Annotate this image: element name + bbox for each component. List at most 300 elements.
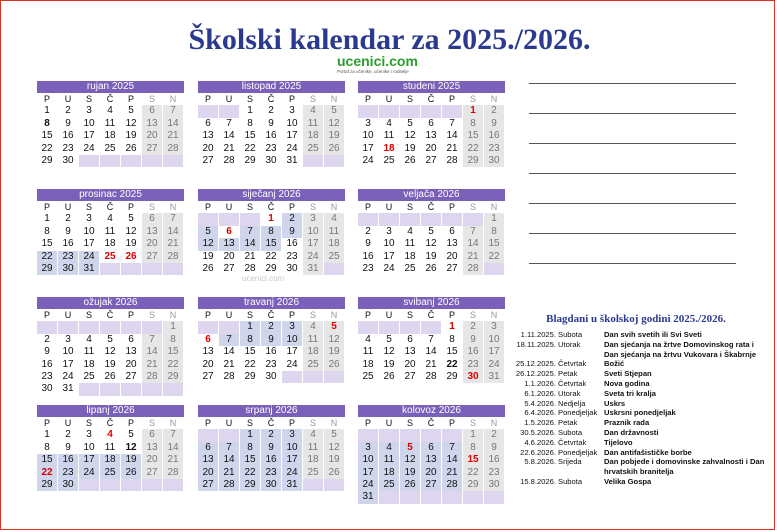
day-cell: 7 bbox=[442, 118, 463, 130]
weekday-header: N bbox=[163, 93, 184, 105]
day-cell: 7 bbox=[142, 334, 163, 346]
month-title: travanj 2026 bbox=[198, 297, 345, 309]
weekday-header: Č bbox=[261, 93, 282, 105]
day-cell: 30 bbox=[484, 479, 505, 491]
day-cell: 24 bbox=[379, 263, 400, 275]
day-cell: 27 bbox=[198, 479, 219, 491]
weekday-header: Č bbox=[261, 309, 282, 321]
weekday-header: S bbox=[463, 201, 484, 213]
day-cell: 5 bbox=[400, 442, 421, 454]
day-cell: 28 bbox=[442, 155, 463, 167]
day-cell: 14 bbox=[163, 118, 184, 130]
day-cell: 31 bbox=[484, 371, 505, 383]
day-cell: 30 bbox=[463, 371, 484, 383]
day-cell: 20 bbox=[421, 143, 442, 155]
weekday-header: S bbox=[463, 309, 484, 321]
weekday-header: S bbox=[303, 309, 324, 321]
day-cell: 9 bbox=[463, 334, 484, 346]
day-cell: 5 bbox=[324, 105, 345, 117]
day-cell: 13 bbox=[421, 130, 442, 142]
weekday-header: U bbox=[379, 201, 400, 213]
day-cell: 4 bbox=[303, 429, 324, 441]
day-cell: 4 bbox=[79, 334, 100, 346]
day-cell: 10 bbox=[58, 346, 79, 358]
day-cell: 21 bbox=[421, 359, 442, 371]
empty-cell bbox=[79, 321, 100, 333]
day-cell: 2 bbox=[58, 429, 79, 441]
day-cell: 25 bbox=[100, 143, 121, 155]
day-cell: 29 bbox=[240, 155, 261, 167]
day-cell: 24 bbox=[303, 251, 324, 263]
month-title: lipanj 2026 bbox=[37, 405, 184, 417]
day-cell: 26 bbox=[400, 479, 421, 491]
month-title: srpanj 2026 bbox=[198, 405, 345, 417]
empty-cell bbox=[240, 213, 261, 225]
empty-cell bbox=[58, 321, 79, 333]
weekday-header: Č bbox=[100, 93, 121, 105]
day-cell: 7 bbox=[219, 442, 240, 454]
month-calendar bbox=[37, 297, 184, 396]
day-cell: 2 bbox=[358, 226, 379, 238]
day-cell: 3 bbox=[358, 118, 379, 130]
day-cell: 4 bbox=[100, 429, 121, 441]
day-cell: 26 bbox=[324, 359, 345, 371]
empty-cell bbox=[442, 105, 463, 117]
day-cell: 6 bbox=[400, 334, 421, 346]
day-cell: 18 bbox=[400, 251, 421, 263]
weekday-header: S bbox=[79, 309, 100, 321]
holiday-row bbox=[507, 418, 769, 428]
empty-cell bbox=[142, 479, 163, 491]
day-cell: 4 bbox=[379, 118, 400, 130]
holiday-name: Uskrsni ponedjeljak bbox=[604, 408, 676, 418]
day-cell: 30 bbox=[58, 263, 79, 275]
day-cell: 16 bbox=[58, 130, 79, 142]
weekday-header: P bbox=[37, 201, 58, 213]
holiday-date: 26.12.2025. bbox=[515, 369, 556, 379]
holiday-date: 6.1.2026. bbox=[524, 388, 556, 398]
month-calendar bbox=[198, 297, 345, 383]
weekday-header: U bbox=[219, 309, 240, 321]
day-cell: 23 bbox=[261, 359, 282, 371]
day-cell: 19 bbox=[121, 238, 142, 250]
day-cell: 14 bbox=[442, 454, 463, 466]
weekday-header: P bbox=[442, 417, 463, 429]
day-cell: 20 bbox=[198, 467, 219, 479]
weekday-header: P bbox=[198, 201, 219, 213]
day-cell: 30 bbox=[261, 155, 282, 167]
day-cell: 24 bbox=[484, 359, 505, 371]
day-cell: 25 bbox=[303, 359, 324, 371]
empty-cell bbox=[79, 155, 100, 167]
day-cell: 17 bbox=[282, 346, 303, 358]
day-cell: 19 bbox=[421, 251, 442, 263]
day-cell: 21 bbox=[219, 143, 240, 155]
weekday-header: Č bbox=[421, 417, 442, 429]
day-cell: 29 bbox=[240, 371, 261, 383]
day-cell: 19 bbox=[121, 454, 142, 466]
day-cell: 19 bbox=[324, 130, 345, 142]
weekday-header: P bbox=[198, 93, 219, 105]
day-cell: 20 bbox=[198, 143, 219, 155]
weekday-header: U bbox=[58, 417, 79, 429]
weekday-header: P bbox=[37, 417, 58, 429]
day-cell: 13 bbox=[400, 346, 421, 358]
day-cell: 2 bbox=[282, 213, 303, 225]
empty-cell bbox=[324, 263, 345, 275]
day-cell: 12 bbox=[121, 118, 142, 130]
day-cell: 21 bbox=[240, 251, 261, 263]
day-cell: 10 bbox=[379, 238, 400, 250]
day-cell: 12 bbox=[121, 442, 142, 454]
empty-cell bbox=[219, 105, 240, 117]
day-cell: 23 bbox=[261, 467, 282, 479]
day-cell: 8 bbox=[463, 442, 484, 454]
day-cell: 27 bbox=[121, 371, 142, 383]
day-cell: 15 bbox=[37, 454, 58, 466]
day-cell: 21 bbox=[219, 467, 240, 479]
day-cell: 20 bbox=[421, 467, 442, 479]
weekday-header: P bbox=[442, 309, 463, 321]
day-cell: 22 bbox=[37, 143, 58, 155]
day-cell: 12 bbox=[379, 346, 400, 358]
empty-cell bbox=[421, 213, 442, 225]
day-cell: 23 bbox=[463, 359, 484, 371]
day-cell: 22 bbox=[463, 143, 484, 155]
day-cell: 11 bbox=[100, 118, 121, 130]
empty-cell bbox=[484, 263, 505, 275]
day-cell: 9 bbox=[484, 442, 505, 454]
holiday-name: Dan antifašističke borbe bbox=[604, 447, 692, 457]
weekday-header: P bbox=[442, 93, 463, 105]
day-cell: 7 bbox=[163, 105, 184, 117]
weekday-header: P bbox=[198, 309, 219, 321]
weekday-header: S bbox=[240, 201, 261, 213]
day-cell: 28 bbox=[219, 155, 240, 167]
day-cell: 14 bbox=[463, 238, 484, 250]
month-calendar bbox=[198, 189, 345, 275]
day-cell: 12 bbox=[121, 226, 142, 238]
empty-cell bbox=[442, 429, 463, 441]
day-cell: 21 bbox=[163, 238, 184, 250]
empty-cell bbox=[100, 479, 121, 491]
day-cell: 11 bbox=[100, 226, 121, 238]
day-cell: 13 bbox=[219, 238, 240, 250]
empty-cell bbox=[324, 155, 345, 167]
weekday-header: S bbox=[240, 417, 261, 429]
day-cell: 6 bbox=[421, 442, 442, 454]
empty-cell bbox=[358, 105, 379, 117]
weekday-header: S bbox=[463, 93, 484, 105]
holiday-date: 4.6.2026. bbox=[524, 437, 556, 447]
day-cell: 28 bbox=[219, 479, 240, 491]
day-cell: 29 bbox=[463, 479, 484, 491]
day-cell: 26 bbox=[379, 371, 400, 383]
day-cell: 9 bbox=[282, 226, 303, 238]
day-cell: 9 bbox=[261, 334, 282, 346]
empty-cell bbox=[142, 155, 163, 167]
day-cell: 4 bbox=[324, 213, 345, 225]
holiday-date: 5.8.2026. bbox=[524, 457, 556, 467]
weekday-header: S bbox=[400, 201, 421, 213]
holiday-weekday: Ponedjeljak bbox=[558, 408, 598, 418]
holiday-row bbox=[507, 477, 769, 487]
holiday-weekday: Subota bbox=[558, 427, 583, 437]
day-cell: 13 bbox=[142, 442, 163, 454]
day-cell: 21 bbox=[163, 454, 184, 466]
day-cell: 2 bbox=[58, 213, 79, 225]
day-cell: 14 bbox=[219, 454, 240, 466]
day-cell: 22 bbox=[463, 467, 484, 479]
day-cell: 15 bbox=[163, 346, 184, 358]
day-cell: 12 bbox=[100, 346, 121, 358]
day-cell: 9 bbox=[261, 442, 282, 454]
day-cell: 10 bbox=[79, 118, 100, 130]
day-cell: 15 bbox=[240, 454, 261, 466]
empty-cell bbox=[121, 263, 142, 275]
day-cell: 26 bbox=[121, 143, 142, 155]
holiday-name: Velika Gospa bbox=[604, 476, 652, 486]
empty-cell bbox=[421, 491, 442, 503]
day-cell: 9 bbox=[484, 118, 505, 130]
day-cell: 27 bbox=[198, 155, 219, 167]
day-cell: 21 bbox=[163, 130, 184, 142]
holiday-name: Božić bbox=[604, 359, 625, 369]
weekday-header: U bbox=[219, 93, 240, 105]
holiday-date: 1.1.2026. bbox=[524, 378, 556, 388]
day-cell: 24 bbox=[358, 155, 379, 167]
empty-cell bbox=[198, 105, 219, 117]
holiday-date: 30.5.2026. bbox=[520, 427, 556, 437]
weekday-header: S bbox=[303, 417, 324, 429]
holiday-row bbox=[507, 379, 769, 389]
day-cell: 18 bbox=[79, 359, 100, 371]
day-cell: 21 bbox=[219, 359, 240, 371]
day-cell: 19 bbox=[324, 454, 345, 466]
weekday-header: P bbox=[121, 201, 142, 213]
day-cell: 16 bbox=[282, 238, 303, 250]
day-cell: 3 bbox=[79, 429, 100, 441]
day-cell: 5 bbox=[400, 118, 421, 130]
day-cell: 22 bbox=[484, 251, 505, 263]
weekday-header: S bbox=[400, 93, 421, 105]
month-title: studeni 2025 bbox=[358, 81, 505, 93]
day-cell: 13 bbox=[442, 238, 463, 250]
empty-cell bbox=[142, 383, 163, 395]
day-cell: 12 bbox=[324, 334, 345, 346]
day-cell: 16 bbox=[358, 251, 379, 263]
day-cell: 29 bbox=[463, 155, 484, 167]
day-cell: 9 bbox=[58, 118, 79, 130]
day-cell: 15 bbox=[37, 238, 58, 250]
day-cell: 31 bbox=[58, 383, 79, 395]
day-cell: 11 bbox=[379, 130, 400, 142]
day-cell: 23 bbox=[484, 467, 505, 479]
day-cell: 26 bbox=[100, 371, 121, 383]
day-cell: 14 bbox=[219, 130, 240, 142]
empty-cell bbox=[219, 429, 240, 441]
day-cell: 6 bbox=[121, 334, 142, 346]
day-cell: 28 bbox=[442, 479, 463, 491]
month-calendar bbox=[358, 405, 505, 504]
day-cell: 2 bbox=[37, 334, 58, 346]
day-cell: 22 bbox=[37, 251, 58, 263]
empty-cell bbox=[79, 383, 100, 395]
day-cell: 30 bbox=[37, 383, 58, 395]
day-cell: 4 bbox=[400, 226, 421, 238]
day-cell: 31 bbox=[358, 491, 379, 503]
day-cell: 27 bbox=[219, 263, 240, 275]
day-cell: 27 bbox=[198, 371, 219, 383]
empty-cell bbox=[442, 491, 463, 503]
empty-cell bbox=[400, 429, 421, 441]
day-cell: 10 bbox=[282, 334, 303, 346]
weekday-header: P bbox=[121, 309, 142, 321]
holiday-weekday: Subota bbox=[558, 476, 583, 486]
day-cell: 3 bbox=[79, 105, 100, 117]
day-cell: 3 bbox=[358, 442, 379, 454]
day-cell: 1 bbox=[240, 321, 261, 333]
month-calendar bbox=[358, 81, 505, 167]
day-cell: 28 bbox=[219, 371, 240, 383]
day-cell: 2 bbox=[58, 105, 79, 117]
day-cell: 31 bbox=[282, 155, 303, 167]
day-cell: 25 bbox=[324, 251, 345, 263]
day-cell: 25 bbox=[79, 371, 100, 383]
day-cell: 20 bbox=[400, 359, 421, 371]
day-cell: 15 bbox=[261, 238, 282, 250]
day-cell: 6 bbox=[421, 118, 442, 130]
day-cell: 31 bbox=[282, 479, 303, 491]
empty-cell bbox=[379, 105, 400, 117]
holiday-row bbox=[507, 359, 769, 369]
empty-cell bbox=[121, 479, 142, 491]
weekday-header: P bbox=[358, 417, 379, 429]
watermark: ucenici.com bbox=[242, 274, 285, 283]
day-cell: 10 bbox=[358, 130, 379, 142]
month-title: ožujak 2026 bbox=[37, 297, 184, 309]
note-line bbox=[529, 83, 736, 84]
day-cell: 13 bbox=[198, 346, 219, 358]
day-cell: 21 bbox=[142, 359, 163, 371]
day-cell: 24 bbox=[282, 467, 303, 479]
day-cell: 13 bbox=[421, 454, 442, 466]
day-cell: 29 bbox=[442, 371, 463, 383]
day-cell: 12 bbox=[400, 130, 421, 142]
weekday-header: N bbox=[163, 309, 184, 321]
holiday-name: Dan sjećanja na žrtve Domovinskog rata i Dan sjećanja na žrtvu Vukovara i Škabrnje bbox=[604, 339, 757, 359]
day-cell: 16 bbox=[261, 454, 282, 466]
day-cell: 5 bbox=[100, 334, 121, 346]
day-cell: 20 bbox=[219, 251, 240, 263]
empty-cell bbox=[400, 105, 421, 117]
weekday-header: S bbox=[142, 309, 163, 321]
weekday-header: U bbox=[219, 417, 240, 429]
month-title: prosinac 2025 bbox=[37, 189, 184, 201]
day-cell: 2 bbox=[484, 429, 505, 441]
day-cell: 1 bbox=[463, 105, 484, 117]
holiday-name: Uskrs bbox=[604, 398, 626, 408]
weekday-header: Č bbox=[421, 93, 442, 105]
day-cell: 8 bbox=[37, 226, 58, 238]
day-cell: 1 bbox=[163, 321, 184, 333]
day-cell: 23 bbox=[58, 467, 79, 479]
logo-name: ucenici.com bbox=[337, 53, 418, 69]
holiday-name: Dan pobjede i domovinske zahvalnosti i Dan hrvatskih branitelja bbox=[604, 457, 765, 477]
day-cell: 2 bbox=[261, 429, 282, 441]
day-cell: 19 bbox=[198, 251, 219, 263]
day-cell: 2 bbox=[261, 105, 282, 117]
day-cell: 27 bbox=[142, 251, 163, 263]
day-cell: 17 bbox=[79, 238, 100, 250]
note-line bbox=[529, 233, 736, 234]
day-cell: 19 bbox=[100, 359, 121, 371]
day-cell: 9 bbox=[58, 442, 79, 454]
day-cell: 11 bbox=[303, 334, 324, 346]
day-cell: 29 bbox=[37, 155, 58, 167]
day-cell: 25 bbox=[100, 467, 121, 479]
holiday-date: 22.6.2026. bbox=[520, 447, 556, 457]
holiday-weekday: Četvrtak bbox=[558, 359, 587, 369]
weekday-header: S bbox=[79, 93, 100, 105]
day-cell: 4 bbox=[379, 442, 400, 454]
day-cell: 8 bbox=[240, 334, 261, 346]
day-cell: 10 bbox=[358, 454, 379, 466]
weekday-header: P bbox=[121, 417, 142, 429]
holiday-date: 1.11.2025. bbox=[520, 330, 556, 339]
day-cell: 14 bbox=[163, 442, 184, 454]
weekday-header: P bbox=[282, 201, 303, 213]
day-cell: 26 bbox=[198, 263, 219, 275]
day-cell: 19 bbox=[324, 346, 345, 358]
day-cell: 16 bbox=[484, 130, 505, 142]
weekday-header: P bbox=[282, 93, 303, 105]
empty-cell bbox=[163, 479, 184, 491]
day-cell: 23 bbox=[37, 371, 58, 383]
day-cell: 13 bbox=[198, 454, 219, 466]
day-cell: 5 bbox=[421, 226, 442, 238]
weekday-header: P bbox=[37, 93, 58, 105]
holiday-weekday: Četvrtak bbox=[558, 378, 587, 388]
day-cell: 17 bbox=[303, 238, 324, 250]
day-cell: 17 bbox=[79, 130, 100, 142]
day-cell: 3 bbox=[282, 105, 303, 117]
day-cell: 20 bbox=[142, 130, 163, 142]
month-calendar bbox=[358, 189, 505, 275]
day-cell: 25 bbox=[303, 143, 324, 155]
day-cell: 22 bbox=[240, 143, 261, 155]
day-cell: 15 bbox=[240, 346, 261, 358]
day-cell: 23 bbox=[358, 263, 379, 275]
day-cell: 8 bbox=[240, 442, 261, 454]
day-cell: 4 bbox=[100, 213, 121, 225]
weekday-header: Č bbox=[100, 201, 121, 213]
empty-cell bbox=[379, 491, 400, 503]
day-cell: 27 bbox=[400, 371, 421, 383]
day-cell: 29 bbox=[37, 263, 58, 275]
day-cell: 20 bbox=[121, 359, 142, 371]
empty-cell bbox=[358, 429, 379, 441]
day-cell: 1 bbox=[37, 105, 58, 117]
day-cell: 2 bbox=[261, 321, 282, 333]
day-cell: 6 bbox=[198, 118, 219, 130]
site-logo[interactable] bbox=[337, 54, 437, 76]
day-cell: 23 bbox=[484, 143, 505, 155]
day-cell: 30 bbox=[261, 479, 282, 491]
empty-cell bbox=[421, 105, 442, 117]
holiday-row bbox=[507, 330, 769, 340]
month-title: veljača 2026 bbox=[358, 189, 505, 201]
